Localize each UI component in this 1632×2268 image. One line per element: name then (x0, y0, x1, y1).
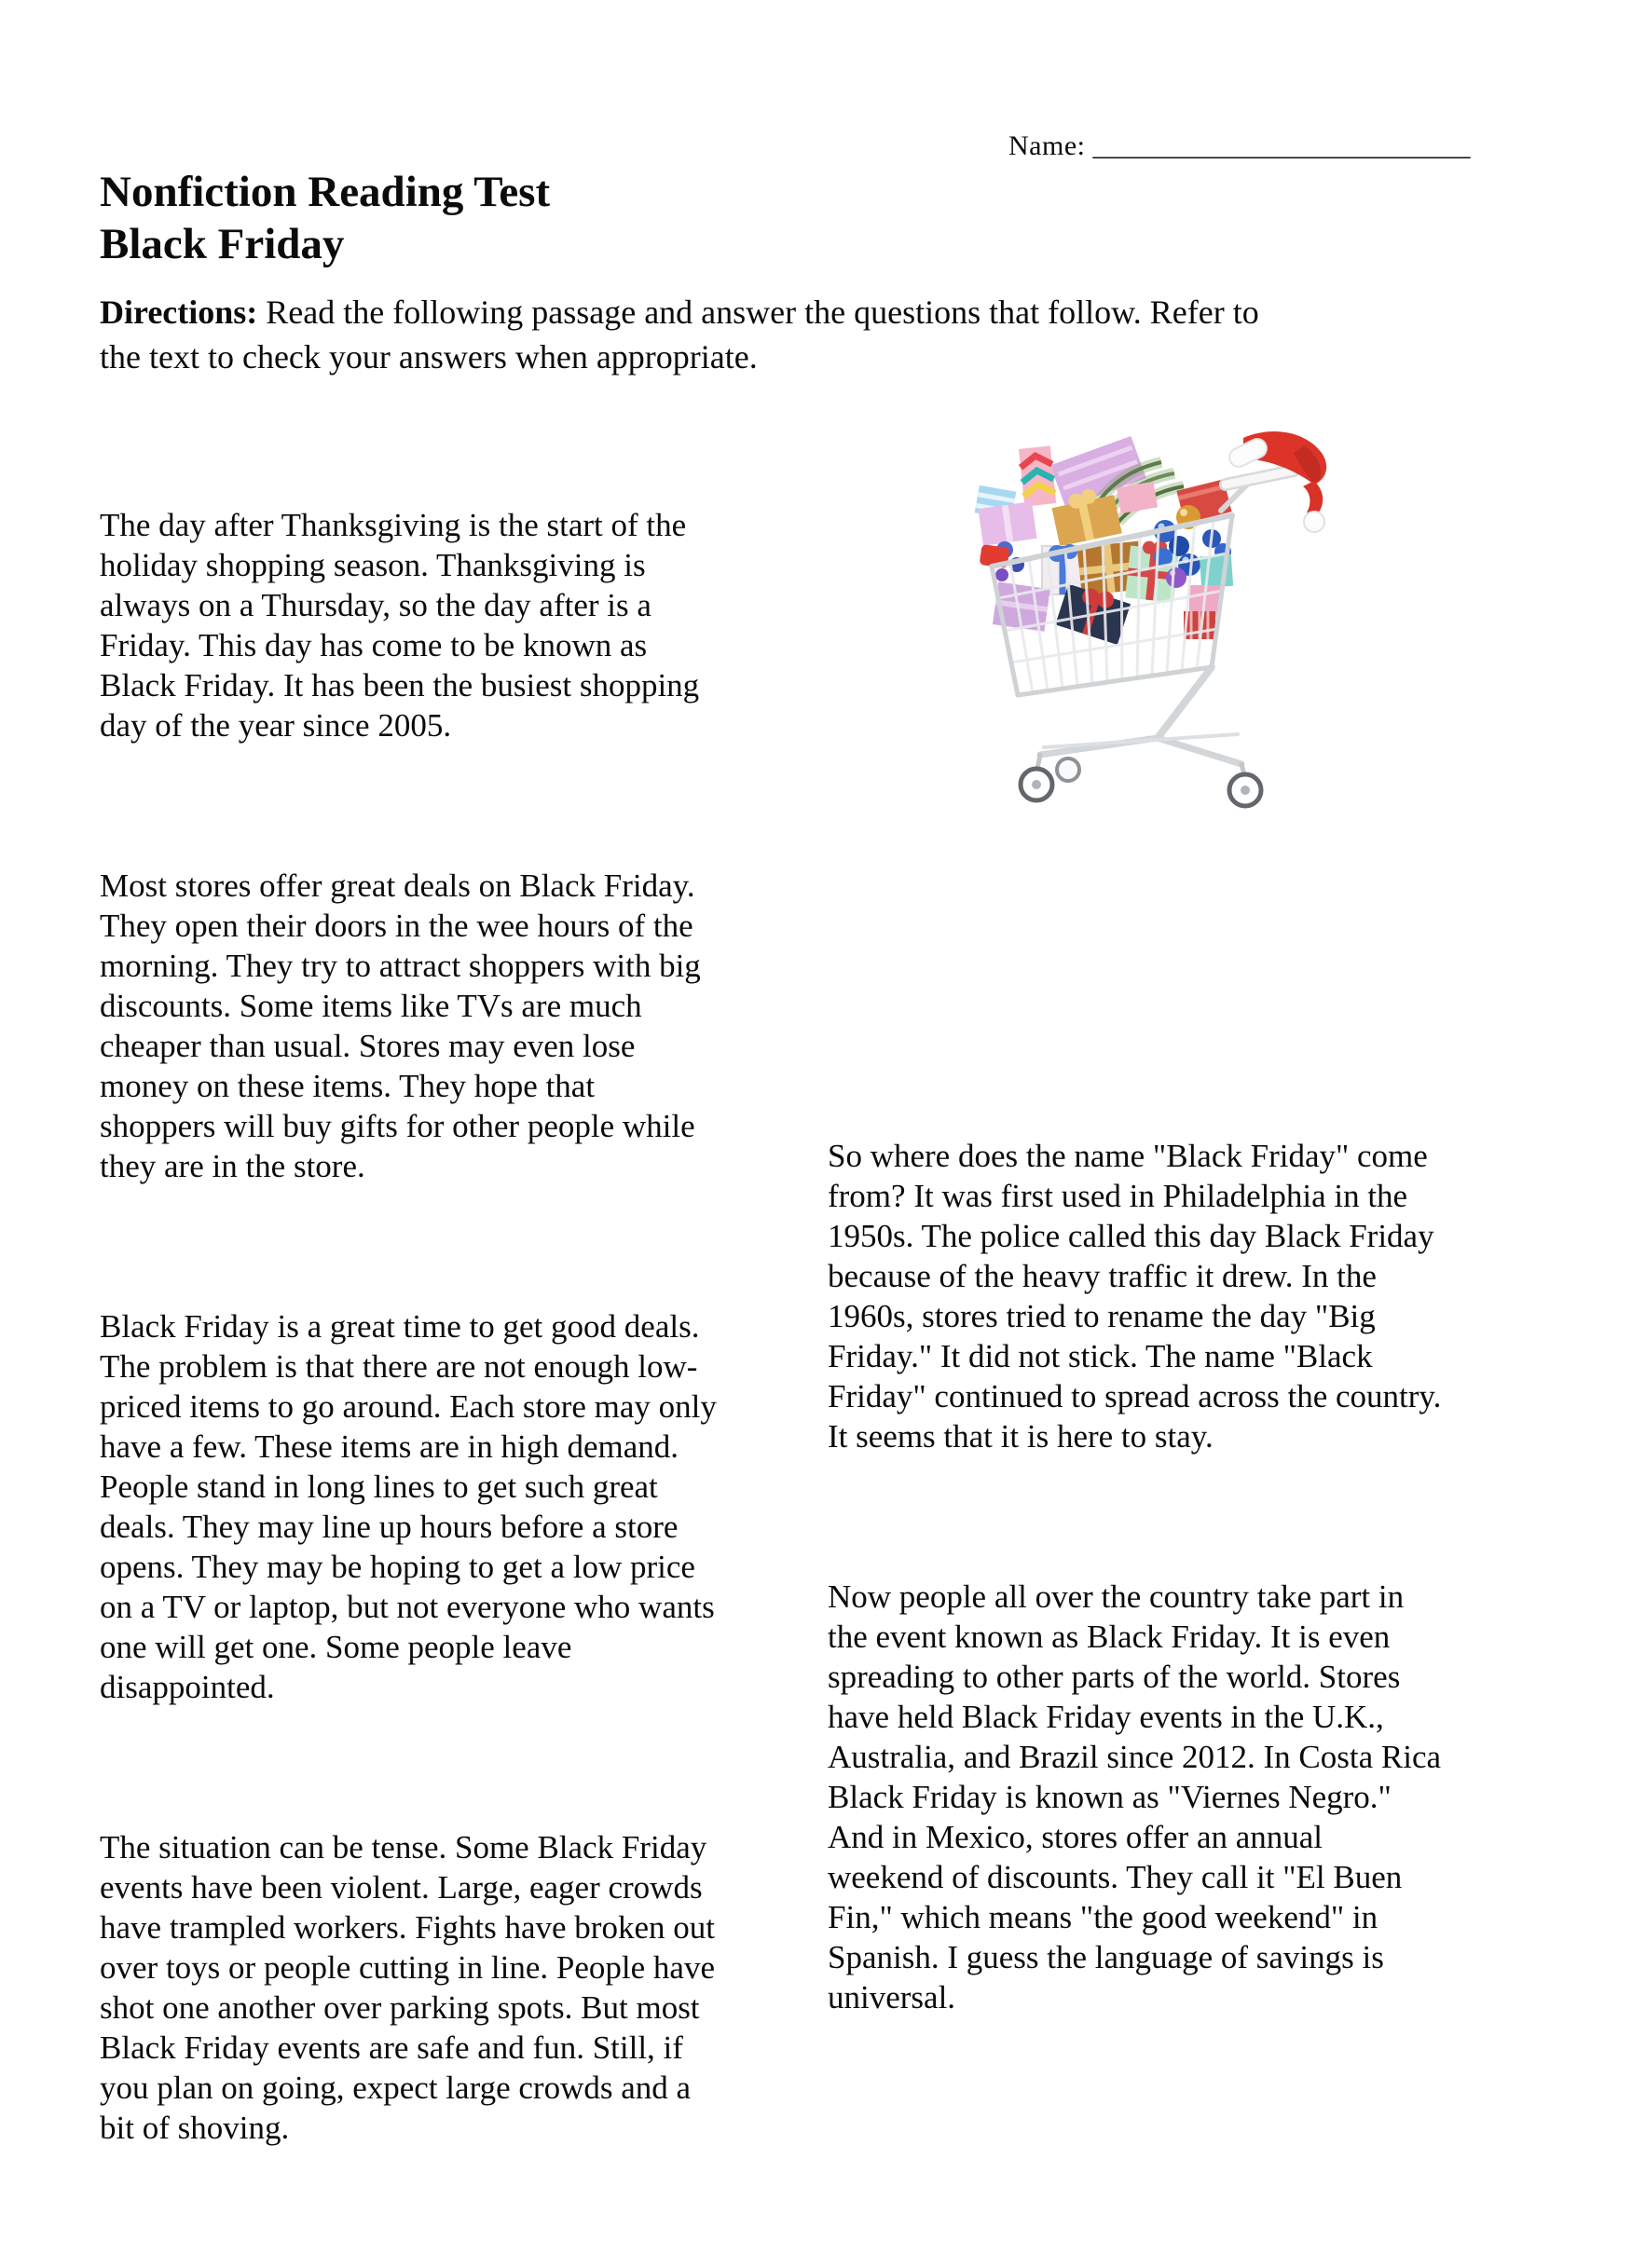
directions (100, 290, 1516, 379)
passage-paragraph: Most stores offer great deals on Black Friday. They open their doors in the wee hours of the morning. They try to attract shoppers with big discounts. Some items like TVs are much cheaper than usual. Stores may even lose money on these items. They hope that shoppers will buy gifts for other people while they are in the store. (100, 868, 701, 1184)
passage-left-column (100, 425, 813, 2268)
passage-paragraph: So where does the name "Black Friday" come from? It was first used in Philadelphia in the 1950s. The police called this day Black Friday because of the heavy traffic it drew. In the 1960s, stores tried to rename the day "Big Friday." It did not stick. The name "Black Friday" continued to spread across the country. It seems that it is here to stay. (828, 1138, 1442, 1455)
passage-paragraph: The situation can be tense. Some Black Friday events have been violent. Large, eager crowds have trampled workers. Fights have broken out over toys or people cutting in line. People have shot one another over parking spots. But most Black Friday events are safe and fun. Still, if you plan on going, expect large crowds and a bit of shoving. (100, 1829, 715, 2146)
passage-paragraph: Black Friday is a great time to get good deals. The problem is that there are not enough low- priced items to go around. Each store may only have a few. These items are in high demand. People stand in long lines to get such great deals. They may line up hours before a store opens. They may be hoping to get a low price on a TV or laptop, but not everyone who wants one will get one. Some people leave disappointed. (100, 1308, 717, 1705)
name-blank-line: ___________________________ (1092, 130, 1471, 161)
passage-right-column (828, 1056, 1555, 2138)
page-title: Nonfiction Reading Test Black Friday (100, 168, 551, 268)
name-label: Name: (1008, 130, 1093, 161)
directions-text: Read the following passage and answer the questions that follow. Refer to the text to check your answers when appropriate. (100, 294, 1259, 376)
passage-paragraph: Now people all over the country take part in the event known as Black Friday. It is even spreading to other parts of the world. Stores have held Black Friday events in the U.K., Australia, and Brazil since 2012. In Costa Rica Black Friday is known as "Viernes Negro." And in Mexico, stores offer an annual weekend of discounts. They call it "El Buen Fin," which means "the good weekend" in Spanish. I guess the language of savings is universal. (828, 1578, 1442, 2015)
passage-paragraph: The day after Thanksgiving is the start of the holiday shopping season. Thanksgiving is always on a Thursday, so the day after is a Friday. This day has come to be known as Black Friday. It has been the busiest shopping day of the year since 2005. (100, 507, 700, 744)
shopping-cart-gifts-image (979, 427, 1337, 809)
directions-label: Directions: (100, 294, 258, 331)
name-row (1008, 129, 1470, 164)
